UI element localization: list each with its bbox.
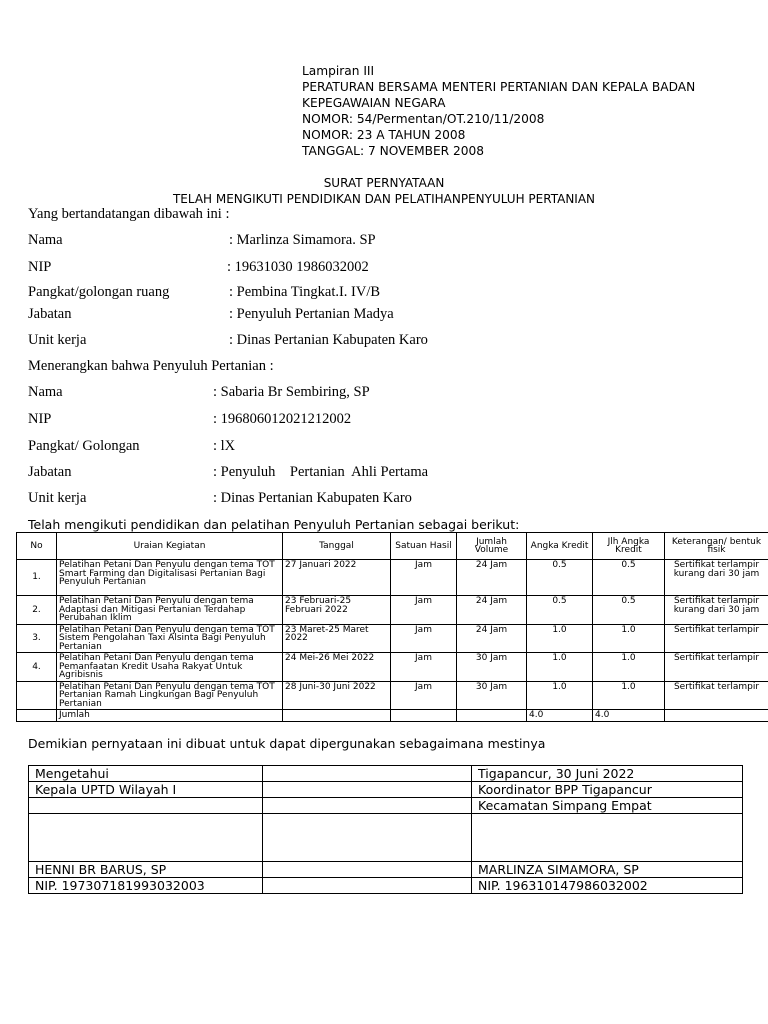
row-volume: 24 Jam	[457, 560, 527, 596]
row-credit: 0.5	[527, 596, 593, 625]
subject-rank-label: Pangkat/ Golongan	[28, 438, 140, 454]
header-line: TANGGAL: 7 NOVEMBER 2008	[302, 144, 485, 158]
right-name: MARLINZA SIMAMORA, SP	[472, 862, 743, 878]
row-date: 27 Januari 2022	[283, 560, 391, 596]
subject-nip-label: NIP	[28, 411, 52, 427]
row-activity: Pelatihan Petani Dan Penyulu dengan tema TOT Pertanian Ramah Lingkungan Bagi Penyuluh Pertanian	[57, 681, 283, 710]
right-role: Koordinator BPP Tigapancur	[472, 782, 743, 798]
signature-space-row	[29, 814, 743, 862]
signature-row	[29, 798, 743, 814]
signer-position-label: Jabatan	[28, 306, 72, 322]
row-activity: Pelatihan Petani Dan Penyulu dengan tema Adaptasi dan Mitigasi Pertanian Terdahap Perubahan Iklim	[57, 596, 283, 625]
row-note: Sertifikat terlampir	[665, 681, 768, 710]
subject-position-value: : Penyuluh Pertanian Ahli Pertama	[213, 464, 429, 480]
row-total-credit: 1.0	[593, 653, 665, 682]
blank-cell	[263, 862, 472, 878]
signer-unit-label: Unit kerja	[28, 332, 87, 348]
signature-row	[29, 878, 743, 894]
row-no: 2.	[17, 596, 57, 625]
document-subtitle: TELAH MENGIKUTI PENDIDIKAN DAN PELATIHANPENYULUH PERTANIAN	[172, 192, 596, 206]
total-unit	[391, 710, 457, 722]
signer-rank-value: : Pembina Tingkat.I. IV/B	[229, 284, 381, 300]
row-unit: Jam	[391, 596, 457, 625]
row-no: 4.	[17, 653, 57, 682]
row-note: Sertifikat terlampir kurang dari 30 jam	[665, 596, 768, 625]
blank-cell	[263, 798, 472, 814]
total-volume	[457, 710, 527, 722]
blank-cell	[263, 766, 472, 782]
row-date: 23 Februari-25 Februari 2022	[283, 596, 391, 625]
subject-unit-value: : Dinas Pertanian Kabupaten Karo	[213, 490, 412, 506]
row-activity: Pelatihan Petani Dan Penyulu dengan tema TOT Sistem Pengolahan Taxi Alsinta Bagi Penyuluh Pertanian	[57, 624, 283, 653]
subject-name-label: Nama	[28, 384, 63, 400]
signer-intro: Yang bertandatangan dibawah ini :	[28, 206, 230, 222]
row-volume: 24 Jam	[457, 624, 527, 653]
table-row	[17, 624, 768, 653]
row-date: 23 Maret-25 Maret 2022	[283, 624, 391, 653]
signer-name-label: Nama	[28, 232, 63, 248]
training-table	[16, 532, 768, 722]
subject-unit-label: Unit kerja	[28, 490, 87, 506]
right-place-date: Tigapancur, 30 Juni 2022	[472, 766, 743, 782]
signer-name-value: : Marlinza Simamora. SP	[229, 232, 376, 248]
subject-rank-value: : lX	[213, 438, 236, 454]
blank-cell	[263, 878, 472, 894]
right-signature-space	[472, 814, 743, 862]
row-total-credit: 0.5	[593, 596, 665, 625]
header-line: Lampiran III	[302, 64, 375, 78]
document-header	[302, 63, 695, 159]
right-nip: NIP. 196310147986032002	[472, 878, 743, 894]
row-volume: 24 Jam	[457, 596, 527, 625]
row-credit: 1.0	[527, 681, 593, 710]
row-credit: 1.0	[527, 624, 593, 653]
subject-name-value: : Sabaria Br Sembiring, SP	[213, 384, 370, 400]
row-activity: Pelatihan Petani Dan Penyulu dengan tema TOT Smart Farming dan Digitalisasi Pertanian Bagi Penyuluh Pertanian	[57, 560, 283, 596]
header-line: KEPEGAWAIAN NEGARA	[302, 96, 446, 110]
header-date: Tanggal	[283, 533, 391, 560]
row-note: Sertifikat terlampir kurang dari 30 jam	[665, 560, 768, 596]
header-volume: Jumlah Volume	[457, 533, 527, 560]
header-activity: Uraian Kegiatan	[57, 533, 283, 560]
total-total-credit: 4.0	[593, 710, 665, 722]
right-district: Kecamatan Simpang Empat	[472, 798, 743, 814]
total-note	[665, 710, 768, 722]
total-credit: 4.0	[527, 710, 593, 722]
total-date	[283, 710, 391, 722]
row-activity: Pelatihan Petani Dan Penyulu dengan tema Pemanfaatan Kredit Usaha Rakyat Untuk Agribisnis	[57, 653, 283, 682]
signer-rank-label: Pangkat/golongan ruang	[28, 284, 170, 300]
row-no: 1.	[17, 560, 57, 596]
blank-cell	[263, 814, 472, 862]
left-role: Kepala UPTD Wilayah I	[29, 782, 263, 798]
blank-cell	[29, 798, 263, 814]
row-date: 24 Mei-26 Mei 2022	[283, 653, 391, 682]
signature-row	[29, 766, 743, 782]
header-line: PERATURAN BERSAMA MENTERI PERTANIAN DAN KEPALA BADAN	[302, 80, 696, 94]
signature-row	[29, 862, 743, 878]
total-label: Jumlah	[57, 710, 283, 722]
row-total-credit: 0.5	[593, 560, 665, 596]
training-intro: Telah mengikuti pendidikan dan pelatihan Penyuluh Pertanian sebagai berikut:	[28, 517, 520, 532]
left-signature-space	[29, 814, 263, 862]
table-row	[17, 653, 768, 682]
closing-statement: Demikian pernyataan ini dibuat untuk dapat dipergunakan sebagaimana mestinya	[28, 736, 546, 751]
subject-nip-value: : 196806012021212002	[213, 411, 352, 427]
blank-cell	[263, 782, 472, 798]
header-line: NOMOR: 23 A TAHUN 2008	[302, 128, 466, 142]
row-note: Sertifikat terlampir	[665, 653, 768, 682]
header-unit: Satuan Hasil	[391, 533, 457, 560]
header-credit: Angka Kredit	[527, 533, 593, 560]
row-volume: 30 Jam	[457, 681, 527, 710]
subject-position-label: Jabatan	[28, 464, 72, 480]
row-unit: Jam	[391, 681, 457, 710]
table-total-row	[17, 710, 768, 722]
row-note: Sertifikat terlampir	[665, 624, 768, 653]
row-volume: 30 Jam	[457, 653, 527, 682]
row-unit: Jam	[391, 653, 457, 682]
header-no: No	[17, 533, 57, 560]
signature-table	[28, 765, 743, 894]
table-header-row	[17, 533, 768, 560]
row-total-credit: 1.0	[593, 681, 665, 710]
signature-row	[29, 782, 743, 798]
signer-unit-value: : Dinas Pertanian Kabupaten Karo	[229, 332, 428, 348]
subject-intro: Menerangkan bahwa Penyuluh Pertanian :	[28, 358, 274, 374]
table-row	[17, 560, 768, 596]
row-unit: Jam	[391, 624, 457, 653]
table-row	[17, 681, 768, 710]
signer-nip-label: NIP	[28, 259, 52, 275]
header-line: NOMOR: 54/Permentan/OT.210/11/2008	[302, 112, 545, 126]
row-no: 3.	[17, 624, 57, 653]
row-unit: Jam	[391, 560, 457, 596]
left-name: HENNI BR BARUS, SP	[29, 862, 263, 878]
header-total-credit: Jlh Angka Kredit	[593, 533, 665, 560]
row-no	[17, 681, 57, 710]
header-note: Keterangan/ bentuk fisik	[665, 533, 768, 560]
row-total-credit: 1.0	[593, 624, 665, 653]
document-title: SURAT PERNYATAAN	[323, 176, 445, 190]
total-no	[17, 710, 57, 722]
row-date: 28 Juni-30 Juni 2022	[283, 681, 391, 710]
signer-position-value: : Penyuluh Pertanian Madya	[229, 306, 394, 322]
left-nip: NIP. 197307181993032003	[29, 878, 263, 894]
table-row	[17, 596, 768, 625]
row-credit: 1.0	[527, 653, 593, 682]
left-acknowledged: Mengetahui	[29, 766, 263, 782]
row-credit: 0.5	[527, 560, 593, 596]
signer-nip-value: : 19631030 1986032002	[227, 259, 369, 275]
